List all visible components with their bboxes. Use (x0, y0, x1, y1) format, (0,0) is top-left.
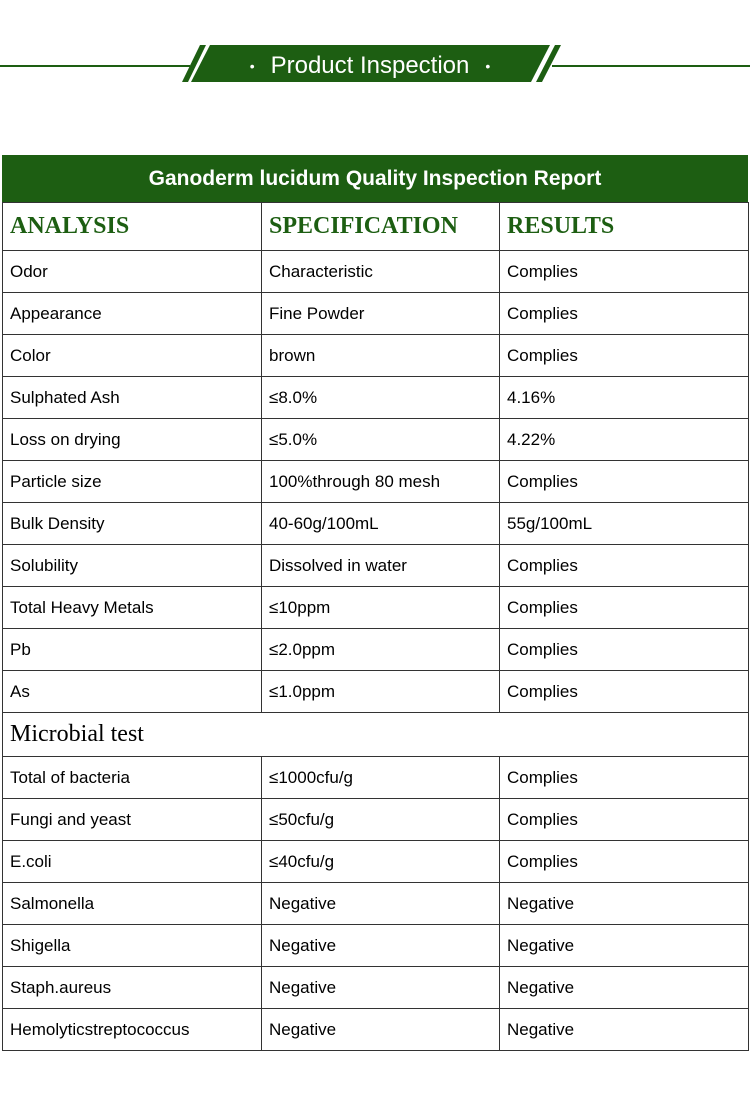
table-header-row (3, 203, 749, 251)
table-row (3, 293, 749, 335)
table-row (3, 587, 749, 629)
header-analysis: ANALYSIS (3, 203, 262, 251)
results-cell: Negative (500, 883, 749, 925)
table-row (3, 335, 749, 377)
section-title: Microbial test (3, 713, 749, 757)
analysis-cell: Solubility (3, 545, 262, 587)
specification-cell: ≤1.0ppm (262, 671, 500, 713)
analysis-cell: Hemolyticstreptococcus (3, 1009, 262, 1051)
results-cell: Negative (500, 967, 749, 1009)
results-cell: Negative (500, 1009, 749, 1051)
table-row (3, 757, 749, 799)
section-row-microbial (3, 713, 749, 757)
table-row (3, 461, 749, 503)
results-cell: Complies (500, 587, 749, 629)
analysis-cell: Total Heavy Metals (3, 587, 262, 629)
table-row (3, 545, 749, 587)
table-row (3, 883, 749, 925)
specification-cell: Dissolved in water (262, 545, 500, 587)
specification-cell: ≤50cfu/g (262, 799, 500, 841)
header-specification: SPECIFICATION (262, 203, 500, 251)
specification-cell: ≤40cfu/g (262, 841, 500, 883)
section-banner (0, 0, 750, 130)
analysis-cell: Staph.aureus (3, 967, 262, 1009)
table-row (3, 503, 749, 545)
table-row (3, 671, 749, 713)
results-cell: Complies (500, 293, 749, 335)
specification-cell: Fine Powder (262, 293, 500, 335)
banner-title: Product Inspection (270, 52, 470, 79)
banner-title-wrap (195, 46, 545, 86)
analysis-cell: Bulk Density (3, 503, 262, 545)
analysis-cell: Pb (3, 629, 262, 671)
results-cell: 4.16% (500, 377, 749, 419)
results-cell: Complies (500, 799, 749, 841)
specification-cell: ≤2.0ppm (262, 629, 500, 671)
specification-cell: Negative (262, 883, 500, 925)
specification-cell: Characteristic (262, 251, 500, 293)
report-title: Ganoderm lucidum Quality Inspection Report (2, 155, 748, 202)
results-cell: Complies (500, 629, 749, 671)
specification-cell: 100%through 80 mesh (262, 461, 500, 503)
specification-cell: ≤5.0% (262, 419, 500, 461)
table-row (3, 967, 749, 1009)
analysis-cell: Shigella (3, 925, 262, 967)
table-row (3, 377, 749, 419)
table-row (3, 841, 749, 883)
analysis-cell: Appearance (3, 293, 262, 335)
results-cell: Complies (500, 671, 749, 713)
header-results: RESULTS (500, 203, 749, 251)
analysis-cell: Color (3, 335, 262, 377)
table-row (3, 925, 749, 967)
results-cell: Complies (500, 461, 749, 503)
analysis-cell: Particle size (3, 461, 262, 503)
results-cell: Negative (500, 925, 749, 967)
report-table (2, 202, 749, 1051)
specification-cell: Negative (262, 925, 500, 967)
inspection-report (2, 155, 748, 1051)
specification-cell: ≤1000cfu/g (262, 757, 500, 799)
analysis-cell: E.coli (3, 841, 262, 883)
specification-cell: 40-60g/100mL (262, 503, 500, 545)
results-cell: Complies (500, 757, 749, 799)
specification-cell: ≤10ppm (262, 587, 500, 629)
results-cell: Complies (500, 251, 749, 293)
analysis-cell: Fungi and yeast (3, 799, 262, 841)
specification-cell: brown (262, 335, 500, 377)
table-row (3, 251, 749, 293)
table-row (3, 419, 749, 461)
table-row (3, 629, 749, 671)
results-cell: Complies (500, 545, 749, 587)
specification-cell: Negative (262, 967, 500, 1009)
specification-cell: Negative (262, 1009, 500, 1051)
analysis-cell: Odor (3, 251, 262, 293)
analysis-cell: Total of bacteria (3, 757, 262, 799)
specification-cell: ≤8.0% (262, 377, 500, 419)
analysis-cell: As (3, 671, 262, 713)
banner-dot-right: • (485, 58, 491, 74)
table-row (3, 1009, 749, 1051)
analysis-cell: Salmonella (3, 883, 262, 925)
analysis-cell: Sulphated Ash (3, 377, 262, 419)
results-cell: Complies (500, 841, 749, 883)
analysis-cell: Loss on drying (3, 419, 262, 461)
report-table-body (3, 203, 749, 1051)
results-cell: 4.22% (500, 419, 749, 461)
results-cell: Complies (500, 335, 749, 377)
banner-dot-left: • (249, 58, 255, 74)
results-cell: 55g/100mL (500, 503, 749, 545)
table-row (3, 799, 749, 841)
